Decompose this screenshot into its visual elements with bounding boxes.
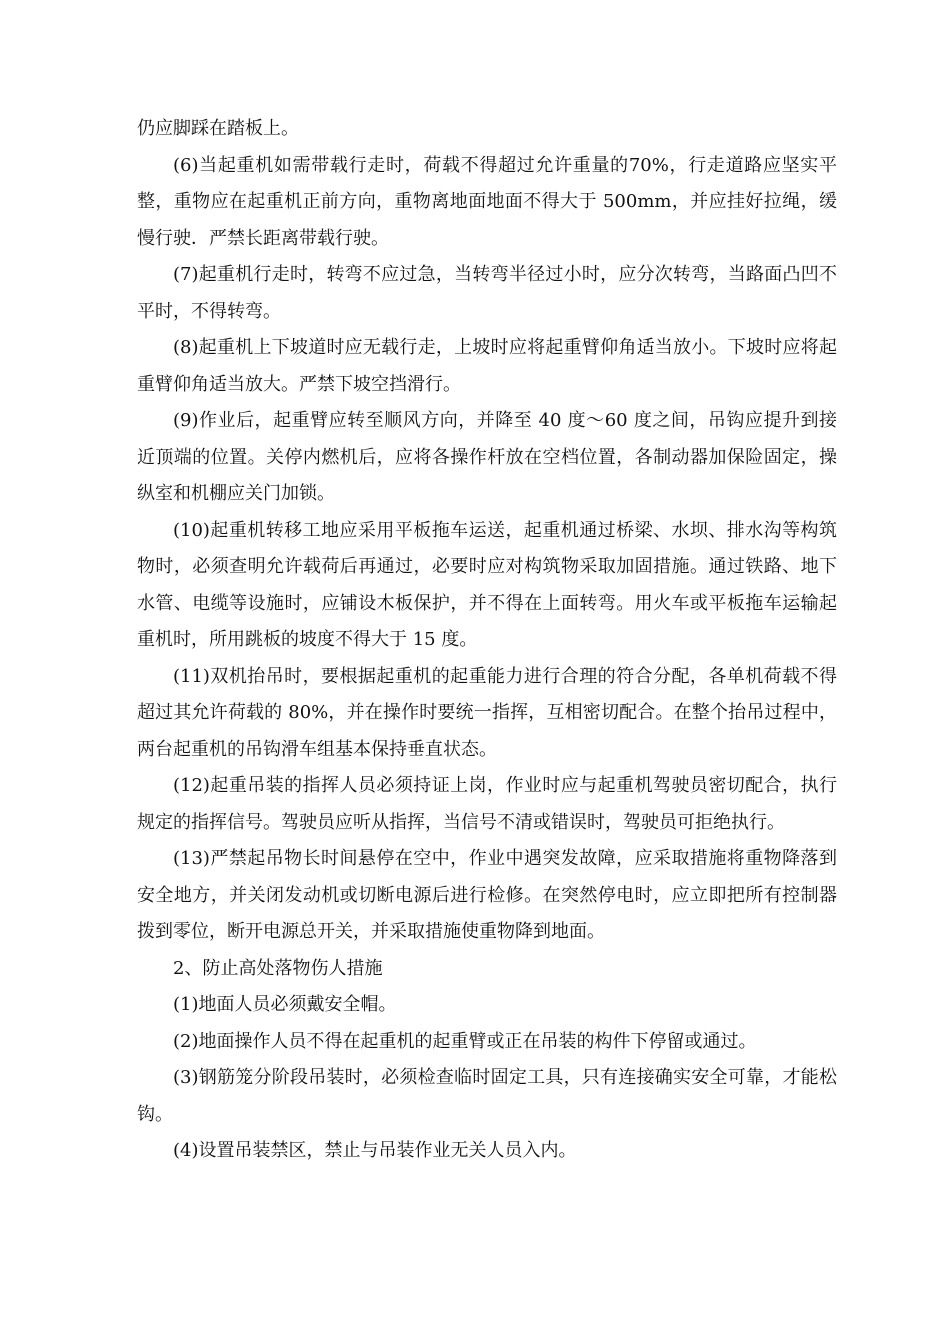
- paragraph-continuation: 仍应脚踩在踏板上。: [137, 118, 299, 139]
- paragraph-item-7: (7)起重机行走时，转弯不应过急，当转弯半径过小时，应分次转弯，当路面凸凹不平时，不得转弯。: [137, 264, 837, 322]
- document-body: [137, 111, 837, 1170]
- paragraph-item-9: (9)作业后，起重臂应转至顺风方向，并降至 40 度～60 度之间，吊钩应提升到接近顶端的位置。关停内燃机后，应将各操作杆放在空档位置，各制动器加保险固定，操纵室和机棚应关门加锁。: [137, 410, 837, 504]
- paragraph-subitem-3: (3)钢筋笼分阶段吊装时，必须检查临时固定工具，只有连接确实安全可靠，才能松钩。: [137, 1067, 837, 1125]
- paragraph-item-12: (12)起重吊装的指挥人员必须持证上岗，作业时应与起重机驾驶员密切配合，执行规定的指挥信号。驾驶员应听从指挥，当信号不清或错误时，驾驶员可拒绝执行。: [137, 775, 837, 833]
- paragraph-item-11: (11)双机抬吊时，要根据起重机的起重能力进行合理的符合分配，各单机荷载不得超过其允许荷载的 80%，并在操作时要统一指挥，互相密切配合。在整个抬吊过程中，两台起重机的吊钩滑车组基本保持垂直状态。: [137, 665, 837, 760]
- section-heading: 2、防止高处落物伤人措施: [173, 957, 383, 979]
- paragraph-subitem-4: (4)设置吊装禁区，禁止与吊装作业无关人员入内。: [173, 1140, 577, 1161]
- paragraph-item-10: (10)起重机转移工地应采用平板拖车运送，起重机通过桥梁、水坝、排水沟等构筑物时，必须查明允许载荷后再通过，必要时应对构筑物采取加固措施。通过铁路、地下水管、电缆等设施时，应铺设木板保护，并不得在上面转弯。用火车或平板拖车运输起重机时，所用跳板的坡度不得大于 15 度。: [137, 519, 837, 650]
- paragraph-item-6: (6)当起重机如需带载行走时，荷载不得超过允许重量的70%，行走道路应坚实平整，重物应在起重机正前方向，重物离地面地面不得大于 500mm，并应挂好拉绳，缓慢行驶．严禁长距离带载行驶。: [137, 154, 837, 249]
- paragraph-item-13: (13)严禁起吊物长时间悬停在空中，作业中遇突发故障，应采取措施将重物降落到安全地方，并关闭发动机或切断电源后进行检修。在突然停电时，应立即把所有控制器拨到零位，断开电源总开关，并采取措施使重物降到地面。: [137, 848, 837, 942]
- paragraph-subitem-2: (2)地面操作人员不得在起重机的起重臂或正在吊装的构件下停留或通过。: [173, 1030, 757, 1052]
- paragraph-subitem-1: (1)地面人员必须戴安全帽。: [173, 994, 397, 1015]
- paragraph-item-8: (8)起重机上下坡道时应无载行走，上坡时应将起重臂仰角适当放小。下坡时应将起重臂仰角适当放大。严禁下坡空挡滑行。: [137, 337, 837, 395]
